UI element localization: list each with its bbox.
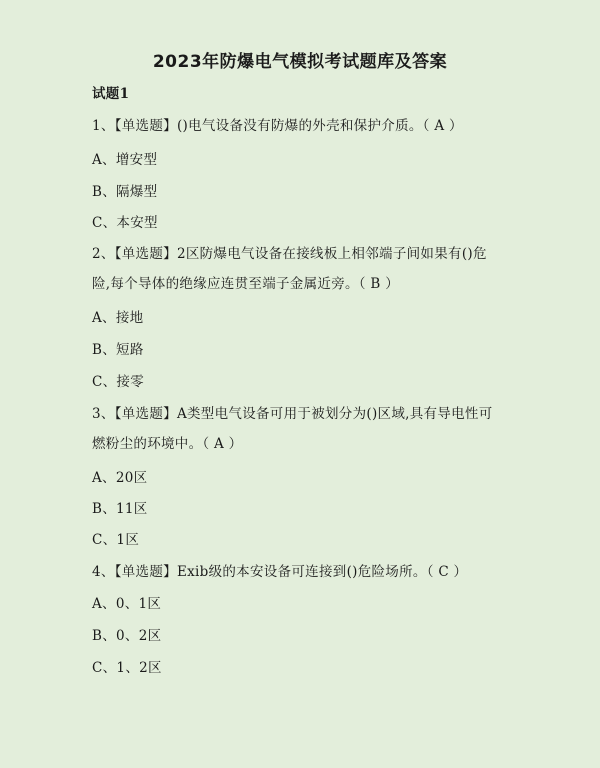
question-1-option-a: A、增安型 [92, 152, 158, 168]
question-2-option-c: C、接零 [92, 374, 145, 390]
question-3-option-b: B、11区 [92, 501, 148, 517]
section-label: 试题1 [92, 86, 130, 102]
question-3-option-c: C、1区 [92, 532, 140, 548]
question-3-option-a: A、20区 [92, 470, 148, 486]
question-4-option-b: B、0、2区 [92, 628, 162, 644]
question-4-option-a: A、0、1区 [92, 596, 162, 612]
question-3-stem-line-1: 3、【单选题】A类型电气设备可用于被划分为()区域,具有导电性可 [92, 406, 493, 422]
question-2-option-b: B、短路 [92, 342, 144, 358]
question-1-option-c: C、本安型 [92, 215, 158, 231]
page-title: 2023年防爆电气模拟考试题库及答案 [152, 52, 448, 72]
question-3-stem-line-2: 燃粉尘的环境中。（ A ） [92, 436, 243, 452]
question-1-option-b: B、隔爆型 [92, 184, 158, 200]
question-2-stem-line-2: 险,每个导体的绝缘应连贯至端子金属近旁。（ B ） [92, 276, 400, 292]
question-2-option-a: A、接地 [92, 310, 144, 326]
question-2-stem-line-1: 2、【单选题】2区防爆电气设备在接线板上相邻端子间如果有()危 [92, 246, 487, 262]
question-4-stem: 4、【单选题】Exib级的本安设备可连接到()危险场所。（ C ） [92, 564, 468, 580]
question-1-stem: 1、【单选题】()电气设备没有防爆的外壳和保护介质。（ A ） [92, 118, 463, 134]
question-4-option-c: C、1、2区 [92, 660, 162, 676]
